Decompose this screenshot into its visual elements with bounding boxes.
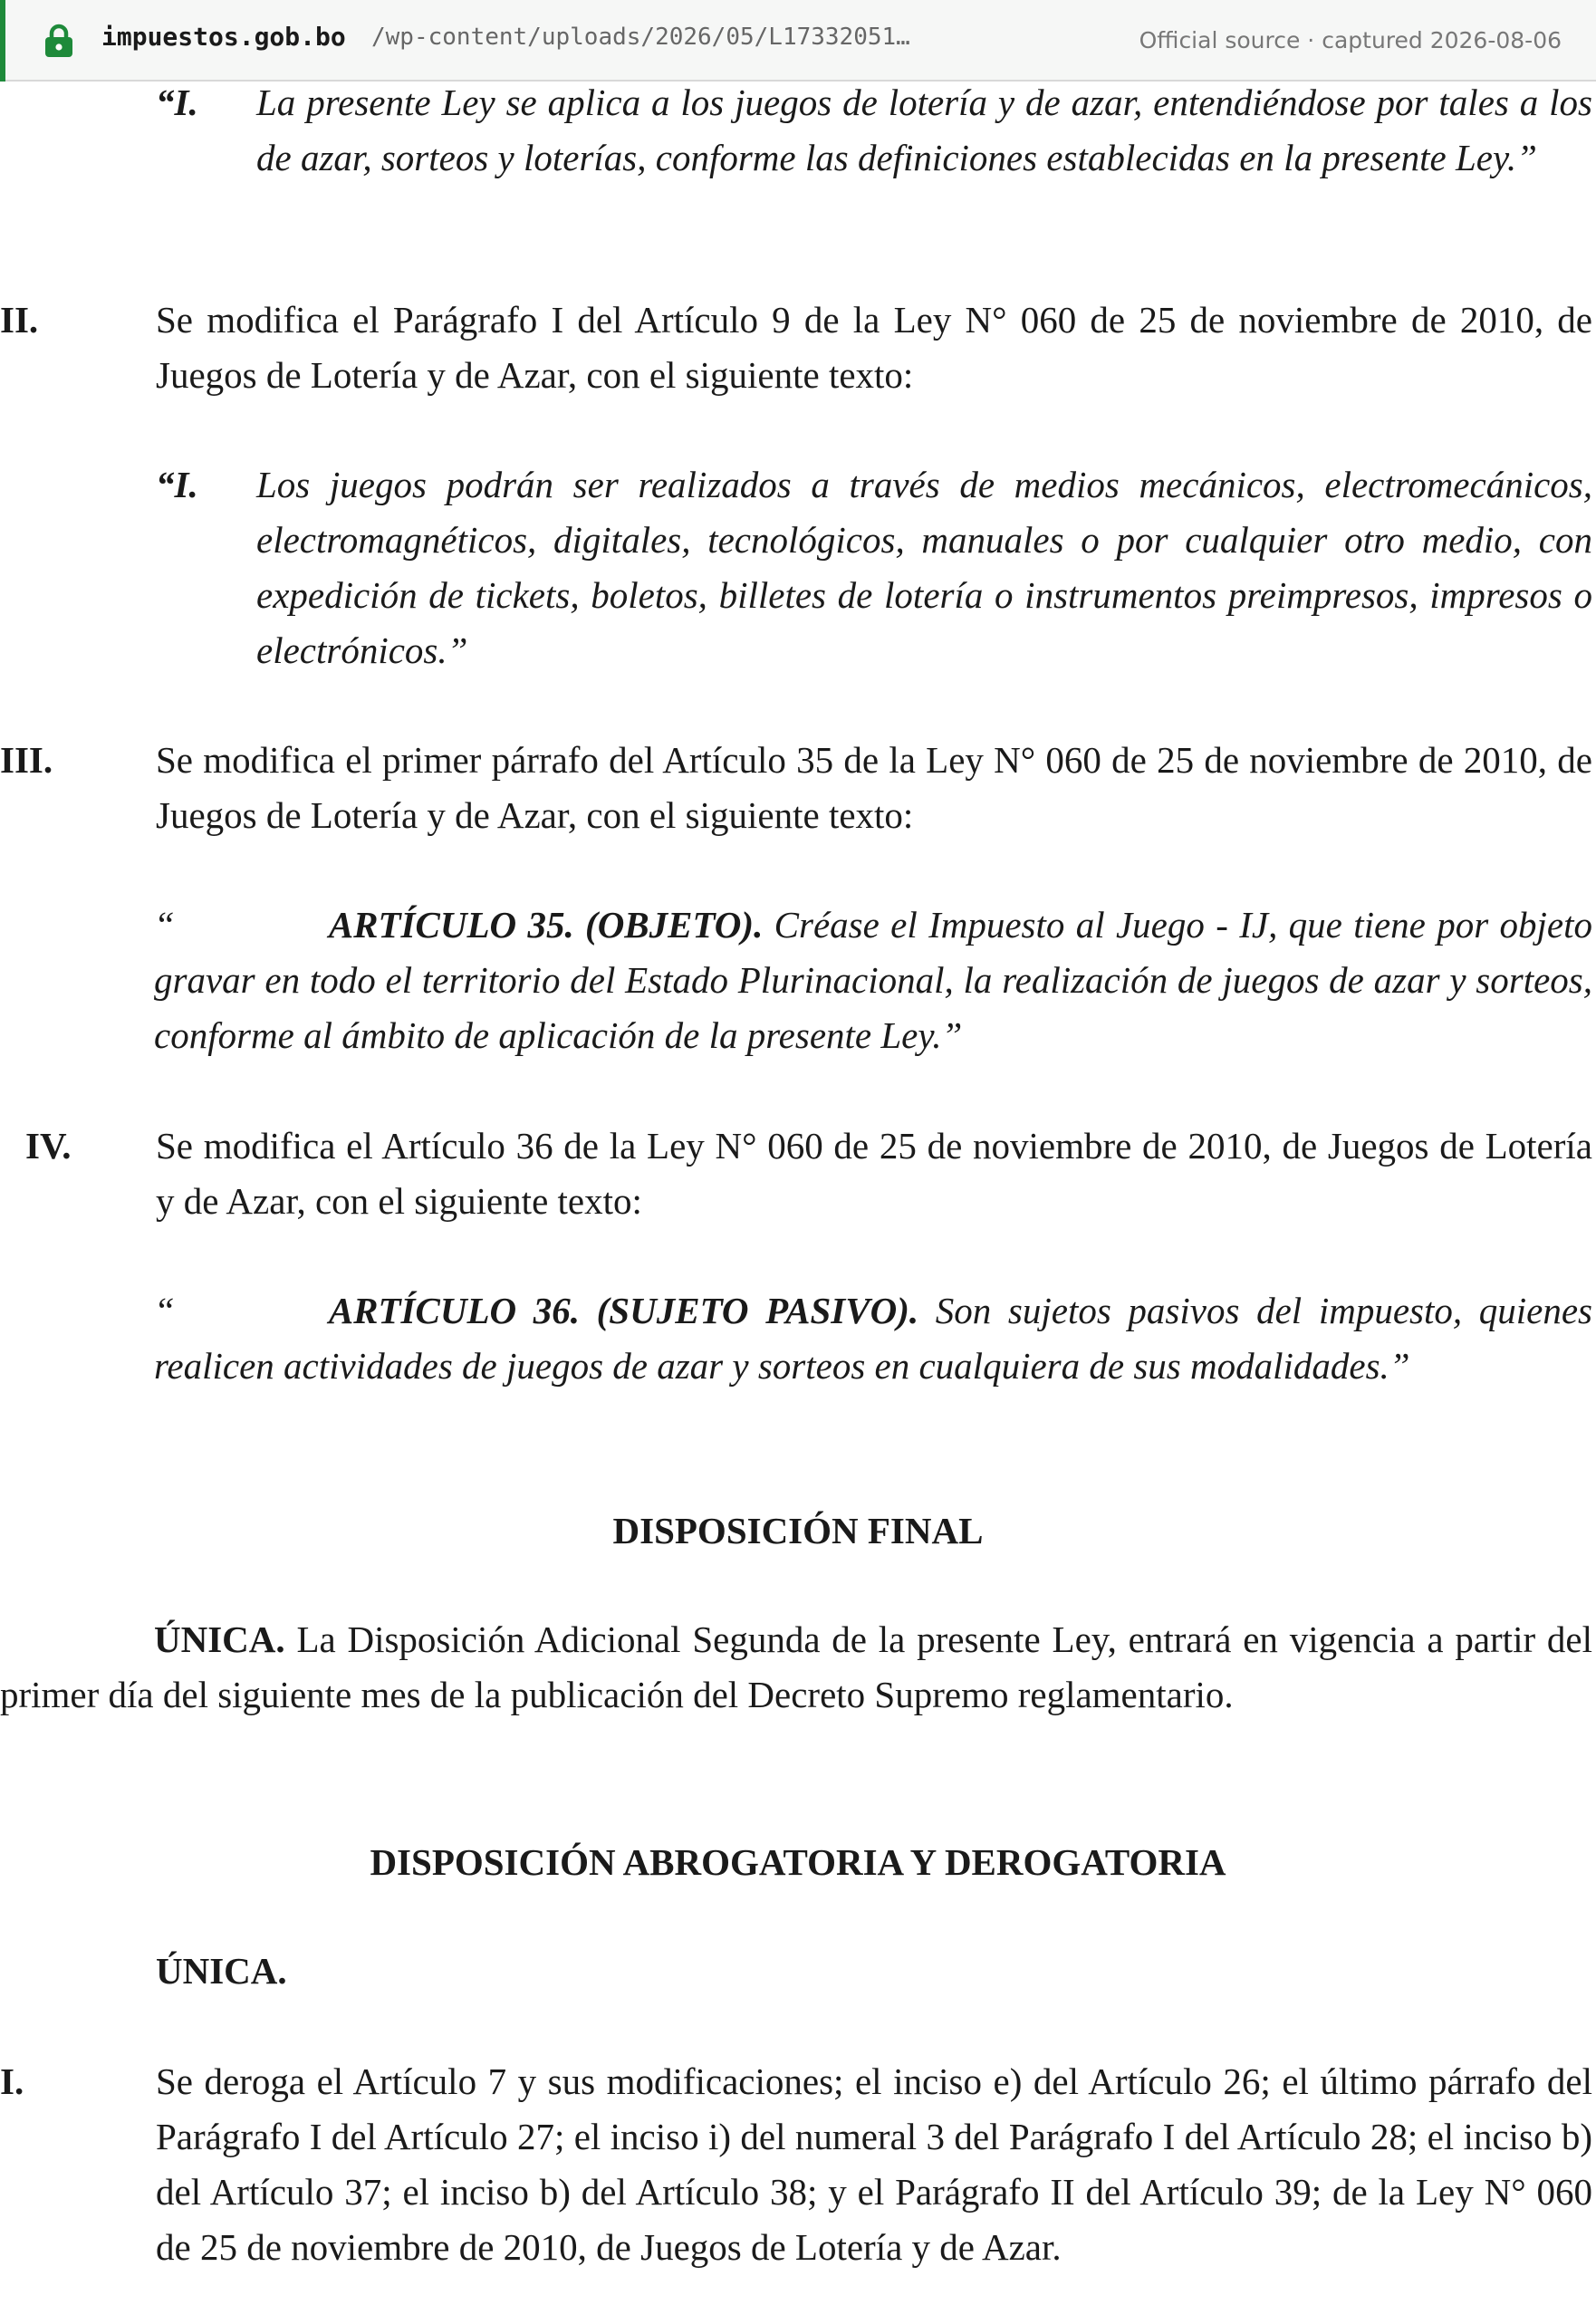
quoted-article <box>154 1283 1592 1394</box>
quoted-paragraph: La presente Ley se aplica a los juegos de lotería y de azar, entendiéndose por tales a los de azar, sorteos y loterías, conforme las definiciones establecidas en la presente Ley.” <box>256 82 1592 178</box>
article-heading: ARTÍCULO 35. (OBJETO). <box>328 904 764 946</box>
quote-number: “I. <box>156 82 198 123</box>
source-note: Official source · captured 2026-08-06 <box>1139 27 1562 53</box>
item-number: I. <box>0 2060 24 2102</box>
item-number: III. <box>0 739 53 781</box>
final-paragraph <box>0 1612 1592 1723</box>
article-paragraph: Se deroga el Artículo 7 y sus modificaciones; el inciso e) del Artículo 26; el último párrafo del Parágrafo I del Artículo 27; el inciso i) del numeral 3 del Parágrafo I del Artículo 28; el inciso b) del Artículo 37; el inciso b) del Artículo 38; y el Parágrafo II del Artículo 39; de la Ley N° 060 de 25 de noviembre de 2010, de Juegos de Lotería y de Azar. <box>156 2060 1592 2268</box>
article-text: Son sujetos pasivos del impuesto, quienes realicen actividades de juegos de azar y sorteos en cualquiera de sus modalidades.” <box>154 1290 1592 1387</box>
open-quote: “ <box>154 1290 175 1331</box>
paragraph-lead: ÚNICA. <box>154 1618 285 1660</box>
quote-number: “I. <box>156 464 198 505</box>
open-quote: “ <box>154 904 175 946</box>
paragraph-lead: ÚNICA. <box>156 1950 287 1992</box>
source-domain[interactable]: impuestos.gob.bo <box>101 22 346 52</box>
lock-icon <box>43 24 74 58</box>
source-bar <box>0 0 1596 82</box>
item-number: IV. <box>25 1125 72 1167</box>
item-number: II. <box>0 299 39 341</box>
article-heading: ARTÍCULO 36. (SUJETO PASIVO). <box>328 1290 919 1331</box>
article-paragraph: Se modifica el primer párrafo del Artículo 35 de la Ley N° 060 de 25 de noviembre de 2010, de Juegos de Lotería y de Azar, con el siguiente texto: <box>156 739 1592 836</box>
section-heading: DISPOSICIÓN ABROGATORIA Y DEROGATORIA <box>370 1841 1226 1883</box>
source-accent <box>0 0 5 82</box>
quoted-paragraph: Los juegos podrán ser realizados a través de medios mecánicos, electromecánicos, electromagnéticos, digitales, tecnológicos, manuales o por cualquier otro medio, con expedición de tickets, boletos, billetes de lotería o instrumentos preimpresos, impresos o electrónicos.” <box>256 464 1592 671</box>
source-path[interactable]: /wp-content/uploads/2026/05/L17332051… <box>371 24 910 51</box>
quoted-article <box>154 898 1592 1063</box>
paragraph-text: La Disposición Adicional Segunda de la presente Ley, entrará en vigencia a partir del primer día del siguiente mes de la publicación del Decreto Supremo reglamentario. <box>0 1618 1592 1715</box>
article-paragraph: Se modifica el Parágrafo I del Artículo 9 de la Ley N° 060 de 25 de noviembre de 2010, de Juegos de Lotería y de Azar, con el siguiente texto: <box>156 299 1592 396</box>
section-heading: DISPOSICIÓN FINAL <box>612 1510 984 1551</box>
article-text: Créase el Impuesto al Juego - IJ, que tiene por objeto gravar en todo el territorio del Estado Plurinacional, la realización de juegos de azar y sorteos, conforme al ámbito de aplicación de la presente Ley.” <box>154 904 1592 1056</box>
article-paragraph: Se modifica el Artículo 36 de la Ley N° 060 de 25 de noviembre de 2010, de Juegos de Lotería y de Azar, con el siguiente texto: <box>156 1125 1592 1222</box>
